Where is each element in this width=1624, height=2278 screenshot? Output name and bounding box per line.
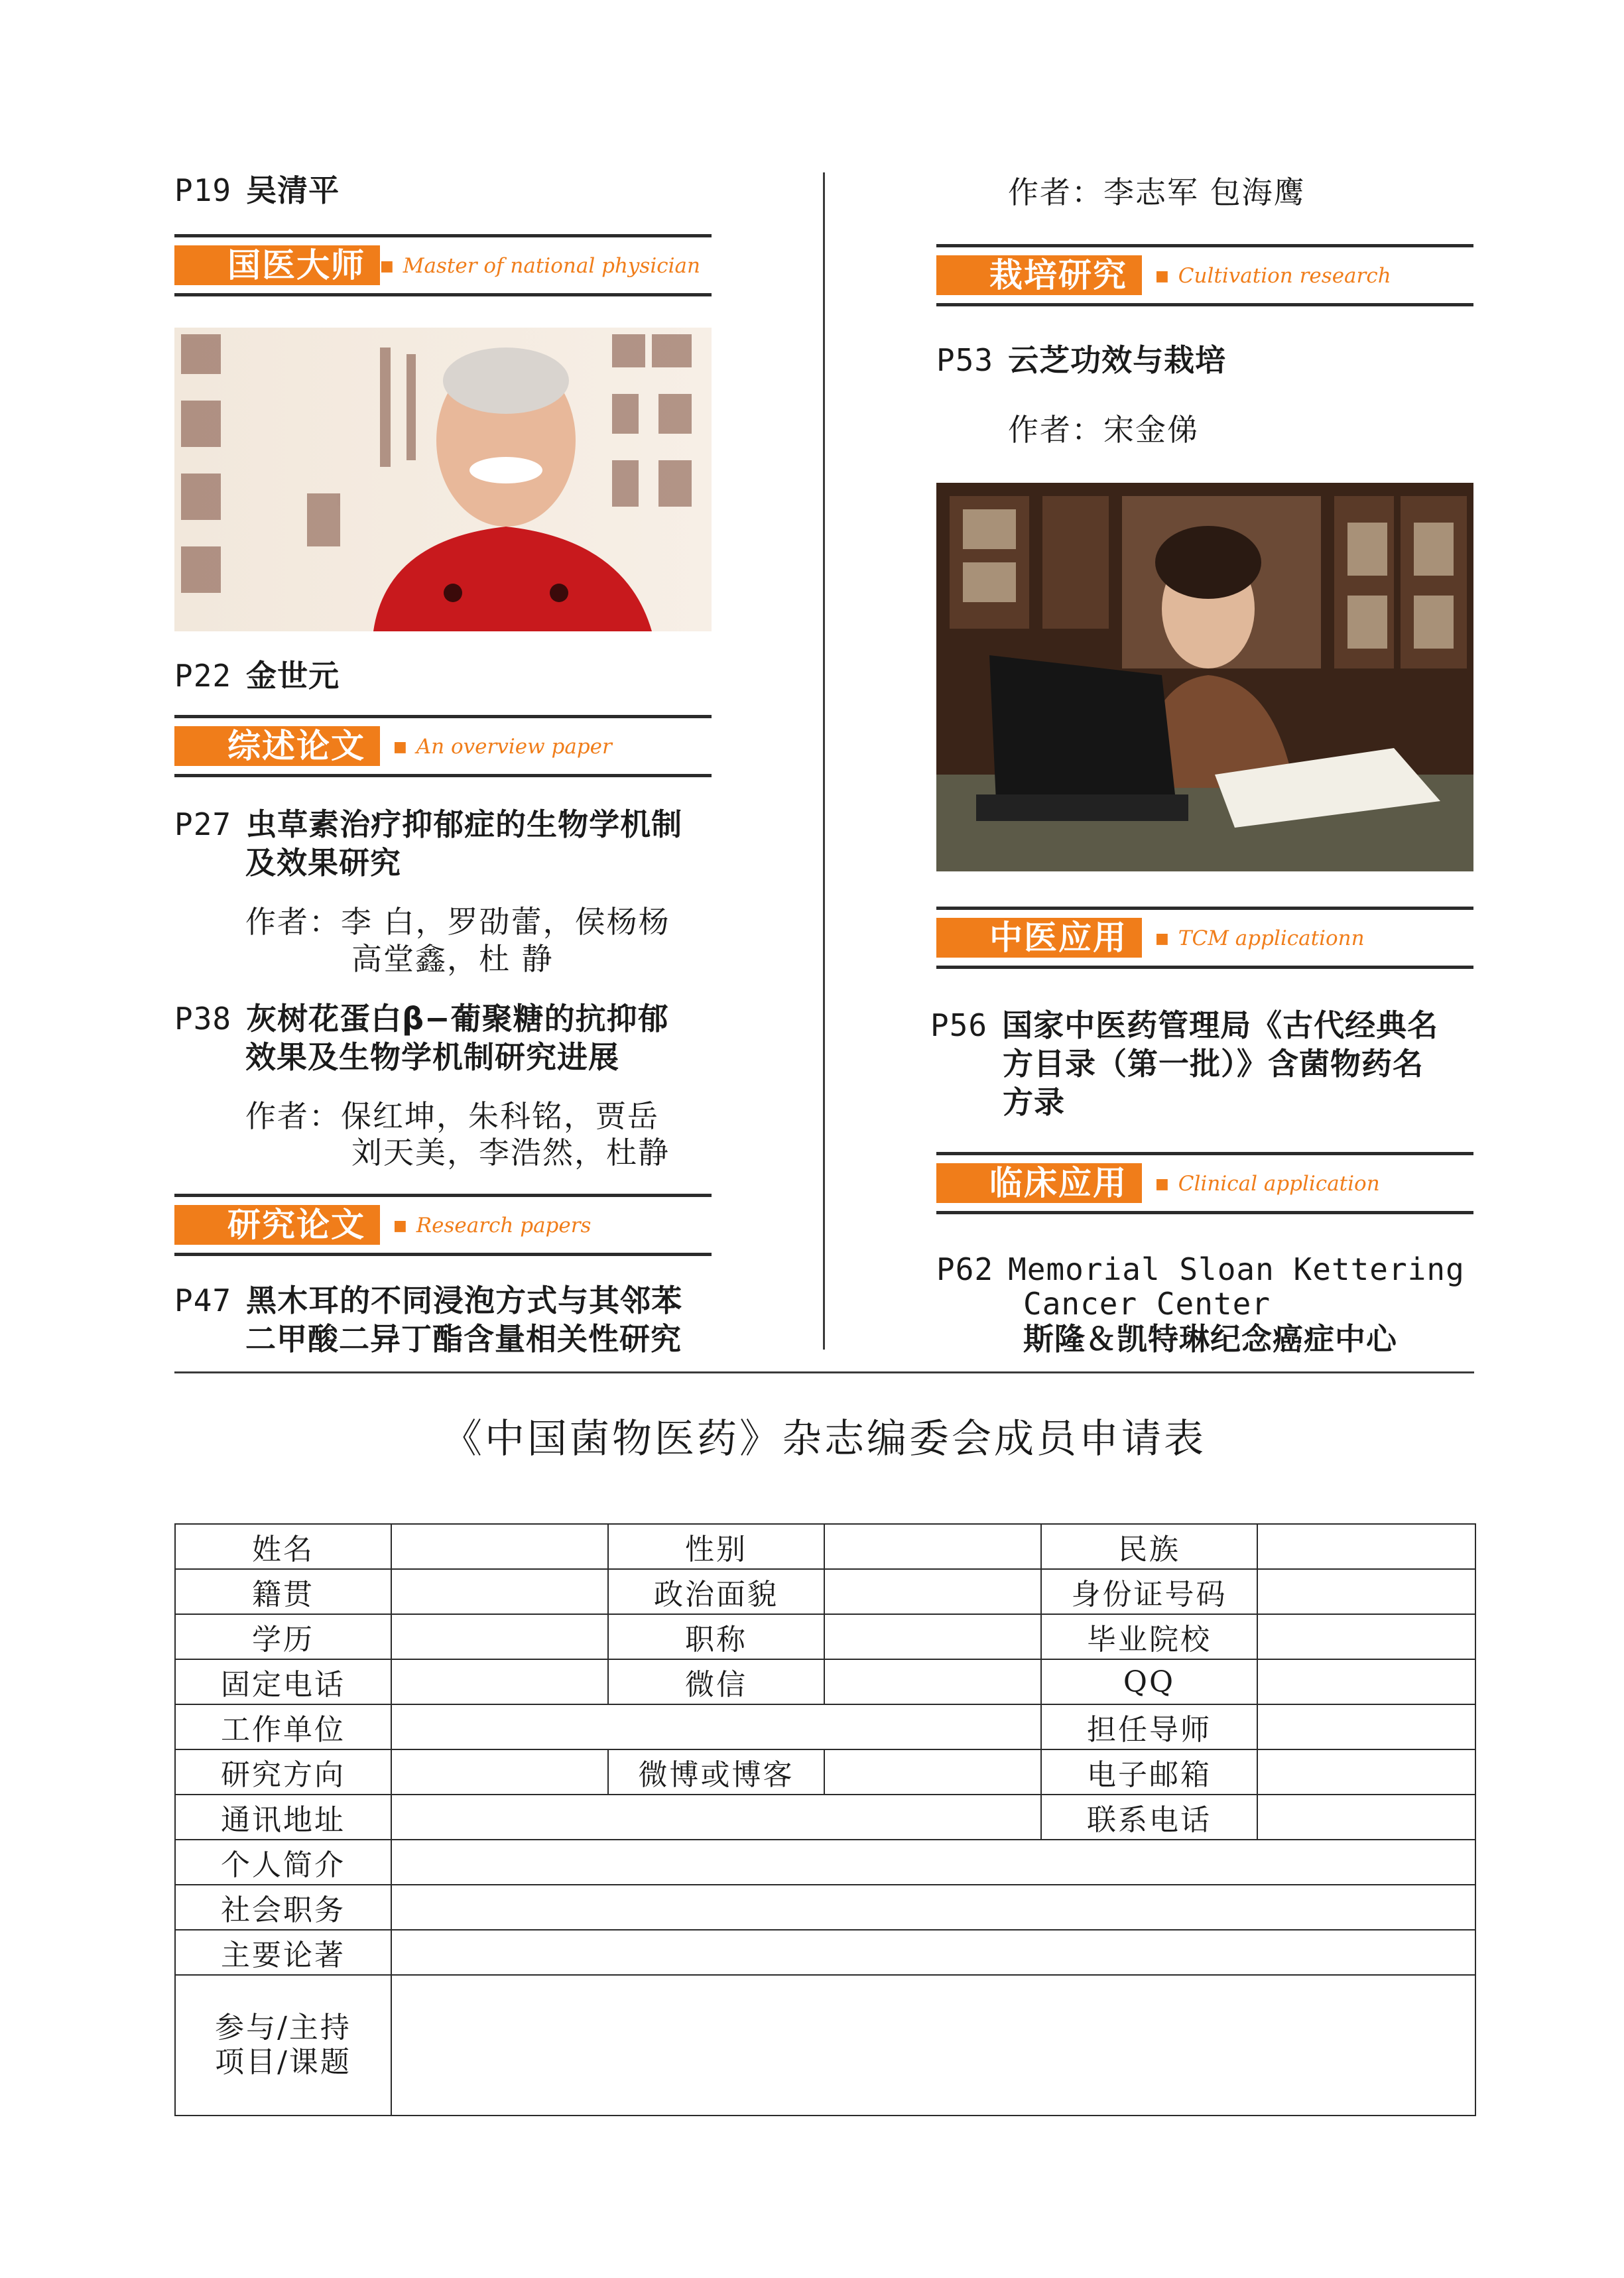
- input-native-place[interactable]: [391, 1569, 608, 1614]
- entry-p56-title-line3: 方录: [1003, 1084, 1065, 1120]
- input-political-status[interactable]: [824, 1569, 1041, 1614]
- page-number: P19: [174, 172, 232, 208]
- label-contact-phone: 联系电话: [1041, 1795, 1257, 1840]
- label-address: 通讯地址: [175, 1795, 391, 1840]
- input-supervisor[interactable]: [1257, 1704, 1475, 1749]
- entry-p27-authors: 作者：李 白，罗劭蕾，侯杨杨: [245, 904, 670, 940]
- input-work-unit[interactable]: [391, 1704, 1041, 1749]
- table-row: [175, 1524, 1475, 1569]
- section-header-tcm: [936, 907, 1473, 969]
- entry-p53-authors: 作者：宋金俤: [1008, 412, 1199, 448]
- label-projects: 参与/主持 项目/课题: [175, 1975, 391, 2116]
- table-row: [175, 1749, 1475, 1795]
- table-row: [175, 1659, 1475, 1704]
- entry-p22-title: P22 金世元: [174, 658, 340, 694]
- label-gender: 性别: [608, 1524, 824, 1569]
- label-supervisor: 担任导师: [1041, 1704, 1257, 1749]
- table-row: [175, 1840, 1475, 1885]
- section-label: 研究论文: [174, 1205, 380, 1245]
- input-email[interactable]: [1257, 1749, 1475, 1795]
- label-social-positions: 社会职务: [175, 1885, 391, 1930]
- entry-p56-title: P56 国家中医药管理局《古代经典名: [930, 1007, 1439, 1043]
- entry-p38-authors: 作者：保红坤，朱科铭，贾岳: [245, 1098, 659, 1134]
- entry-p19-title: P19 吴清平: [174, 172, 340, 208]
- section-english: ■ Cultivation research: [1155, 264, 1391, 288]
- label-graduate-school: 毕业院校: [1041, 1614, 1257, 1659]
- application-form: [174, 1523, 1476, 2116]
- input-graduate-school[interactable]: [1257, 1614, 1475, 1659]
- input-social-positions[interactable]: [391, 1885, 1475, 1930]
- entry-p27-title-line2: 及效果研究: [245, 845, 401, 881]
- table-row: [175, 1795, 1475, 1840]
- label-wechat: 微信: [608, 1659, 824, 1704]
- section-label: 中医应用: [936, 918, 1142, 958]
- label-qq: QQ: [1041, 1659, 1257, 1704]
- label-ethnicity: 民族: [1041, 1524, 1257, 1569]
- section-english: ■ TCM applicationn: [1155, 926, 1365, 950]
- section-english: ■ Clinical application: [1155, 1172, 1380, 1196]
- label-profile: 个人简介: [175, 1840, 391, 1885]
- input-profile[interactable]: [391, 1840, 1475, 1885]
- form-title: 《中国菌物医药》杂志编委会成员申请表: [442, 1416, 1206, 1462]
- entry-p62-title: P62 Memorial Sloan Kettering: [936, 1251, 1465, 1287]
- input-address[interactable]: [391, 1795, 1041, 1840]
- table-row: [175, 1930, 1475, 1975]
- section-header-master: [174, 234, 712, 296]
- input-projects[interactable]: [391, 1975, 1475, 2116]
- table-row: [175, 1704, 1475, 1749]
- input-gender[interactable]: [824, 1524, 1041, 1569]
- table-row: [175, 1885, 1475, 1930]
- section-english: ■ Research papers: [393, 1214, 592, 1237]
- entry-p27-authors-line2: 高堂鑫，杜 静: [351, 941, 554, 977]
- table-row: [175, 1569, 1475, 1614]
- section-english: ■ Master of national physician: [380, 254, 700, 278]
- label-id-number: 身份证号码: [1041, 1569, 1257, 1614]
- label-work-unit: 工作单位: [175, 1704, 391, 1749]
- entry-p62-title-line3: 斯隆＆凯特琳纪念癌症中心: [1023, 1321, 1397, 1357]
- horizontal-divider: [174, 1371, 1474, 1373]
- label-political-status: 政治面貌: [608, 1569, 824, 1614]
- label-landline: 固定电话: [175, 1659, 391, 1704]
- table-row: [175, 1614, 1475, 1659]
- label-name: 姓名: [175, 1524, 391, 1569]
- label-weibo-blog: 微博或博客: [608, 1749, 824, 1795]
- input-education[interactable]: [391, 1614, 608, 1659]
- section-label: 栽培研究: [936, 255, 1142, 295]
- input-wechat[interactable]: [824, 1659, 1041, 1704]
- table-row: [175, 1975, 1475, 2116]
- input-contact-phone[interactable]: [1257, 1795, 1475, 1840]
- input-weibo-blog[interactable]: [824, 1749, 1041, 1795]
- label-research-direction: 研究方向: [175, 1749, 391, 1795]
- section-english: ■ An overview paper: [393, 735, 612, 759]
- entry-p47-title-line2: 二甲酸二异丁酯含量相关性研究: [245, 1321, 682, 1357]
- section-header-cultivation: [936, 244, 1473, 306]
- input-landline[interactable]: [391, 1659, 608, 1704]
- label-job-title: 职称: [608, 1614, 824, 1659]
- label-native-place: 籍贯: [175, 1569, 391, 1614]
- master-photo: [174, 328, 712, 631]
- section-label: 综述论文: [174, 726, 380, 766]
- top-author: 作者：李志军 包海鹰: [1008, 174, 1306, 210]
- entry-p38-title: P38 灰树花蛋白β−葡聚糖的抗抑郁: [174, 1001, 669, 1037]
- section-label: 国医大师: [174, 245, 380, 285]
- input-main-works[interactable]: [391, 1930, 1475, 1975]
- entry-p38-title-line2: 效果及生物学机制研究进展: [245, 1039, 619, 1075]
- entry-p38-authors-line2: 刘天美，李浩然，杜静: [351, 1135, 670, 1171]
- section-label: 临床应用: [936, 1163, 1142, 1203]
- entry-p62-title-line2: Cancer Center: [1023, 1286, 1271, 1322]
- input-job-title[interactable]: [824, 1614, 1041, 1659]
- input-research-direction[interactable]: [391, 1749, 608, 1795]
- section-header-clinical: [936, 1152, 1473, 1214]
- entry-p53-title: P53 云芝功效与栽培: [936, 342, 1227, 378]
- author-photo: [936, 483, 1473, 871]
- input-ethnicity[interactable]: [1257, 1524, 1475, 1569]
- section-header-overview: [174, 715, 712, 777]
- section-header-research: [174, 1194, 712, 1256]
- entry-p56-title-line2: 方目录（第一批）》含菌物药名: [1003, 1046, 1424, 1082]
- label-email: 电子邮箱: [1041, 1749, 1257, 1795]
- label-education: 学历: [175, 1614, 391, 1659]
- input-name[interactable]: [391, 1524, 608, 1569]
- entry-p27-title: P27 虫草素治疗抑郁症的生物学机制: [174, 806, 683, 842]
- label-main-works: 主要论著: [175, 1930, 391, 1975]
- entry-p47-title: P47 黑木耳的不同浸泡方式与其邻苯: [174, 1283, 683, 1318]
- column-divider: [823, 172, 825, 1350]
- input-id-number[interactable]: [1257, 1569, 1475, 1614]
- input-qq[interactable]: [1257, 1659, 1475, 1704]
